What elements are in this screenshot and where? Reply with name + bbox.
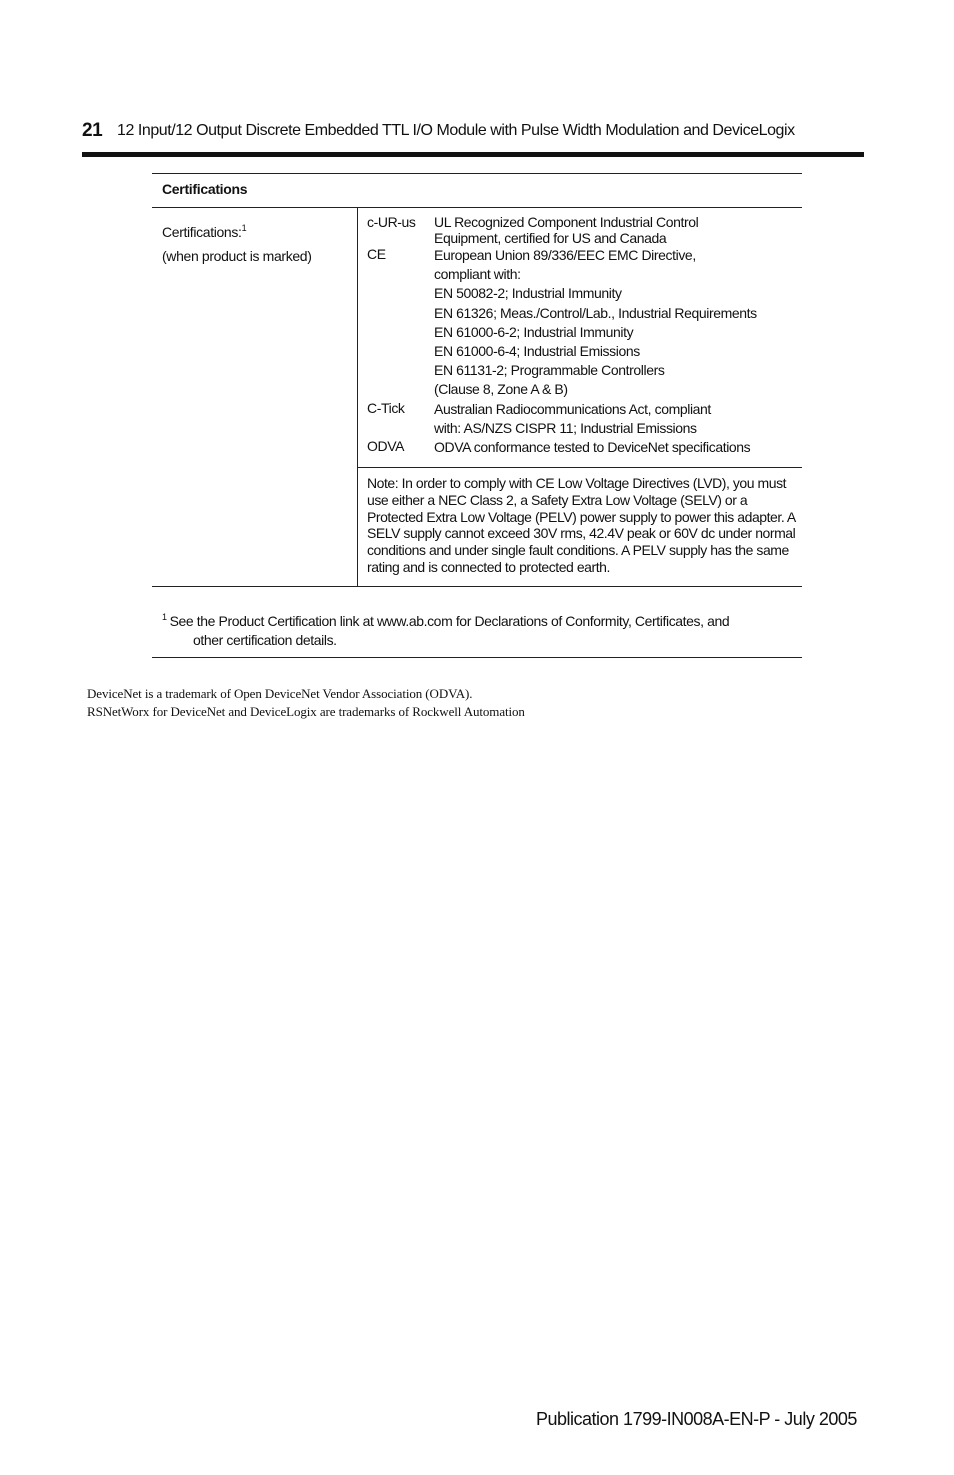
cert-line: compliant with:: [434, 266, 521, 283]
table-title: Certifications: [162, 181, 248, 197]
footnote: [162, 608, 802, 650]
cert-code: C-Tick: [367, 399, 405, 416]
cert-line: EN 61000-6-4; Industrial Emissions: [434, 343, 640, 360]
cert-line: with: AS/NZS CISPR 11; Industrial Emissions: [434, 419, 697, 436]
cert-row-ctick: [367, 400, 797, 438]
cert-description: [434, 438, 797, 457]
certifications-label: [162, 216, 312, 268]
header-rule: [82, 152, 864, 157]
cert-line: EN 61131-2; Programmable Controllers: [434, 362, 665, 379]
publication-footer: Publication 1799-IN008A-EN-P - July 2005: [536, 1409, 857, 1429]
cert-line: European Union 89/336/EEC EMC Directive,: [434, 247, 696, 263]
cert-code: CE: [367, 246, 386, 262]
certifications-label-text: Certifications:: [162, 224, 242, 240]
trademark-line: RSNetWorx for DeviceNet and DeviceLogix are trademarks of Rockwell Automation: [87, 704, 525, 719]
trademark-notice: [87, 685, 525, 721]
footnote-ref: 1: [241, 223, 247, 233]
table-column-divider: [357, 208, 358, 586]
footnote-marker: 1: [162, 612, 167, 622]
cert-description: [434, 400, 797, 438]
cert-line: EN 50082-2; Industrial Immunity: [434, 285, 622, 302]
table-divider: [152, 207, 802, 208]
certifications-label-qualifier: (when product is marked): [162, 248, 312, 264]
page-header: [82, 120, 872, 144]
footnote-text-continued: other certification details.: [193, 632, 337, 648]
footnote-text: See the Product Certification link at www.ab.com for Declarations of Conformity, Certificates, and: [169, 613, 730, 629]
cert-line: ODVA conformance tested to DeviceNet specifications: [434, 439, 751, 456]
footnote-rule: [152, 657, 802, 658]
cert-line: EN 61326; Meas./Control/Lab., Industrial Requirements: [434, 304, 757, 321]
lvd-note: Note: In order to comply with CE Low Voltage Directives (LVD), you must use either a NEC Class 2, a Safety Extra Low Voltage (SELV) or a Protected Extra Low Voltage (PELV) power supply to power this adapter. A SELV supply cannot exceed 30V rms, 42.4V peak or 60V dc under normal conditions and under single fault conditions. A PELV supply has the same rating and is connected to protected earth.: [367, 475, 796, 575]
page-number: 21: [82, 120, 103, 141]
header-title: 12 Input/12 Output Discrete Embedded TTL I/O Module with Pulse Width Modulation and DeviceLogix: [117, 122, 795, 139]
cert-description: [434, 214, 797, 246]
cert-line: Australian Radiocommunications Act, compliant: [434, 400, 711, 417]
certifications-table: [152, 173, 802, 587]
cert-code: c-UR-us: [367, 214, 416, 230]
trademark-line: DeviceNet is a trademark of Open DeviceNet Vendor Association (ODVA).: [87, 686, 473, 701]
table-note-divider: [357, 467, 802, 468]
cert-row-cul: [367, 214, 797, 246]
cert-line: (Clause 8, Zone A & B): [434, 381, 568, 398]
cert-line: EN 61000-6-2; Industrial Immunity: [434, 323, 634, 340]
cert-list: [367, 214, 797, 457]
cert-row-ce: [367, 246, 797, 400]
cert-line: UL Recognized Component Industrial Control: [434, 214, 699, 230]
cert-row-odva: [367, 438, 797, 457]
cert-code: ODVA: [367, 438, 405, 455]
cert-line: Equipment, certified for US and Canada: [434, 230, 667, 246]
cert-description: [434, 246, 797, 400]
